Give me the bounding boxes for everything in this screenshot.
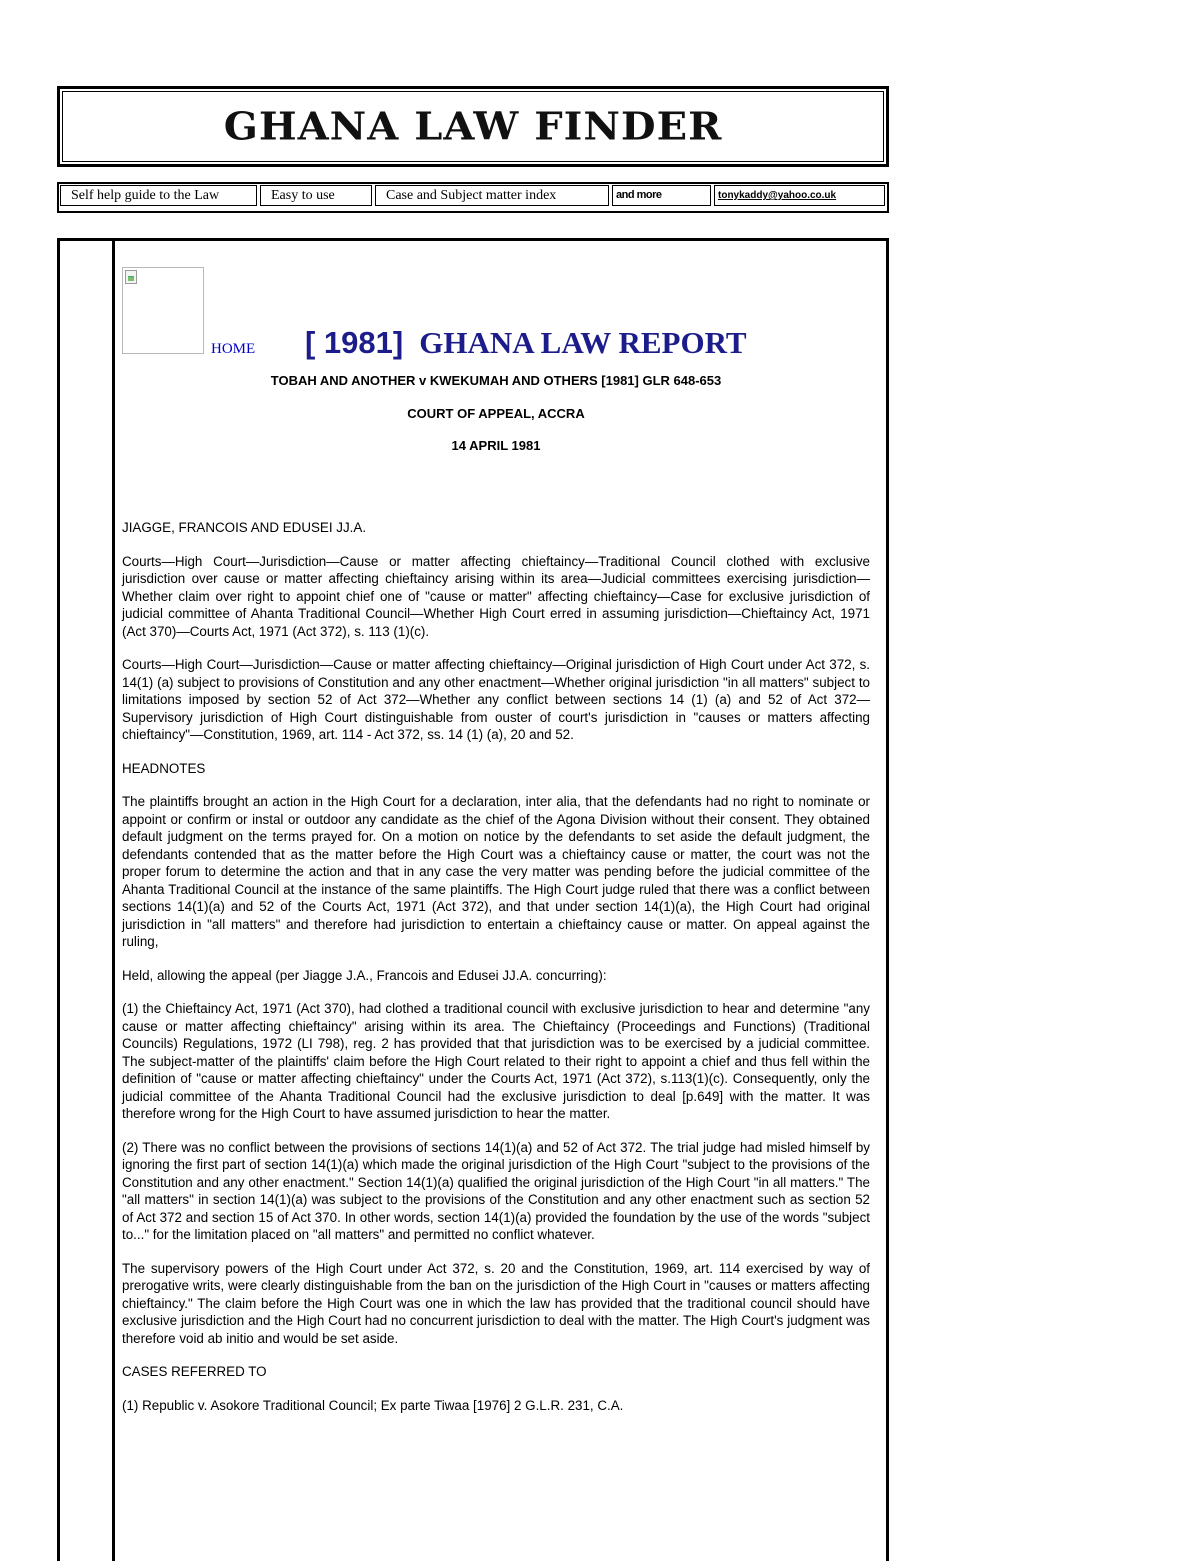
nav-item-case-index[interactable]: Case and Subject matter index (375, 185, 609, 206)
section-heading: CASES REFERRED TO (122, 1364, 267, 1379)
banner-inner-border (62, 91, 884, 162)
holding-paragraph: The supervisory powers of the High Court under Act 372, s. 20 and the Constitution, 1969, art. 114 exercised by way of prerogative writs, were clearly distinguishable from the ban on the jurisdiction of the High Court in "causes or matters affecting chieftaincy." The claim before the High Court was one in which the law has provided that the traditional council should have exclusive jurisdiction and the High Court had no concurrent jurisdiction to deal with the matter. The High Court's judgment was therefore void ab initio and would be set aside. (122, 1260, 870, 1346)
nav-item-email-link[interactable]: tonykaddy@yahoo.co.uk (714, 185, 885, 206)
court-name: COURT OF APPEAL, ACCRA (407, 406, 585, 421)
nav-item-and-more[interactable]: and more (612, 185, 711, 206)
holding-paragraph: (2) There was no conflict between the provisions of sections 14(1)(a) and 52 of Act 372. The trial judge had misled himself by ignoring the first part of section 14(1)(a) which made the original jurisdiction of the High Court "subject to the provisions of the Constitution and any other enactment." Section 14(1)(a) qualified the original jurisdiction of the High Court "in all matters." The "all matters" in section 14(1)(a) was subject to the provisions of the Constitution and any other enactment such as section 52 of Act 372 and section 15 of Act 370. In other words, section 14(1)(a) provided the foundation by the use of the words "subject to..." for the limitation placed on "all matters" and permitted no conflict whatever. (122, 1139, 870, 1242)
home-link[interactable]: HOME (211, 341, 256, 357)
case-title: TOBAH AND ANOTHER v KWEKUMAH AND OTHERS [1981] GLR 648-653 (270, 373, 722, 388)
judgment-date: 14 APRIL 1981 (451, 438, 541, 453)
report-year: [ 1981] (305, 325, 404, 360)
catchwords-paragraph: Courts—High Court—Jurisdiction—Cause or matter affecting chieftaincy—Traditional Council clothed with exclusive jurisdiction over cause or matter affecting chieftaincy arising within its area—Judicial committees exercising jurisdiction—Whether claim over right to appoint chief one of "cause or matter" affecting chieftaincy—Case for exclusive jurisdiction of judicial committee of Ahanta Traditional Council—Whether High Court erred in assuming jurisdiction—Chieftaincy Act, 1971 (Act 370)—Courts Act, 1971 (Act 372), s. 113 (1)(c). (122, 553, 870, 639)
held-paragraph: Held, allowing the appeal (per Jiagge J.A., Francois and Edusei JJ.A. concurring): (122, 967, 607, 983)
report-title-text: GHANA LAW REPORT (419, 325, 747, 360)
nav-item-self-help[interactable]: Self help guide to the Law (60, 185, 257, 206)
nav-item-easy-to-use[interactable]: Easy to use (260, 185, 372, 206)
case-reference: (1) Republic v. Asokore Traditional Council; Ex parte Tiwaa [1976] 2 G.L.R. 231, C.A. (122, 1397, 624, 1413)
report-title (305, 325, 747, 361)
broken-logo-image (122, 267, 204, 354)
headnote-paragraph: The plaintiffs brought an action in the High Court for a declaration, inter alia, that the defendants had no right to nominate or appoint or confirm or instal or outdoor any candidate as the chief of the Agona Division without their consent. They obtained default judgment on the terms prayed for. On a motion on notice by the defendants to set aside the default judgment, the defendants contended that as the matter before the High Court was a chieftaincy cause or matter, the court was not the proper forum to determine the action and that in any case the very matter was pending before the judicial committee of the Ahanta Traditional Council at the instance of the same plaintiffs. The High Court judge ruled that there was a conflict between sections 14(1)(a) and 52 of the Courts Act, 1971 (Act 372), and that under section 14(1)(a), the High Court had original jurisdiction in "all matters" and therefore had jurisdiction to entertain a chieftaincy cause or matter. On appeal against the ruling, (122, 794, 870, 949)
broken-image-icon (125, 270, 137, 284)
site-title: GHANA LAW FINDER (223, 104, 723, 149)
judges-line: JIAGGE, FRANCOIS AND EDUSEI JJ.A. (122, 520, 367, 535)
section-heading: HEADNOTES (122, 760, 206, 776)
holding-paragraph: (1) the Chieftaincy Act, 1971 (Act 370), had clothed a traditional council with exclusive jurisdiction to hear and determine "any cause or matter affecting chieftaincy" arising within its area. The Chieftaincy (Proceedings and Functions) (Traditional Councils) Regulations, 1972 (LI 798), reg. 2 has provided that that jurisdiction was to be exercised by a judicial committee. The subject-matter of the plaintiffs' claim before the High Court related to their right to appoint a chief and thus fell within the definition of "cause or matter affecting chieftaincy" under the Courts Act, 1971 (Act 372), s.113(1)(c). Consequently, only the judicial committee of the Ahanta Traditional Council had the exclusive jurisdiction to deal [p.649] with the matter. It was therefore wrong for the High Court to have assumed jurisdiction to hear the matter. (122, 1001, 870, 1121)
left-sidebar (60, 241, 115, 1561)
catchwords-paragraph: Courts—High Court—Jurisdiction—Cause or matter affecting chieftaincy—Original jurisdiction of High Court under Act 372, s. 14(1) (a) subject to provisions of Constitution and any other enactment—Whether original jurisdiction "in all matters" subject to limitations imposed by section 52 of Act 372—Whether any conflict between sections 14 (1) (a) and 52 of Act 372—Supervisory jurisdiction of High Court distinguishable from ouster of court's jurisdiction in "causes or matters affecting chieftaincy"—Constitution, 1969, art. 114 - Act 372, ss. 14 (1) (a), 20 and 52. (122, 657, 870, 742)
top-nav-bar (57, 182, 889, 213)
site-banner (57, 86, 889, 167)
content-frame (57, 238, 889, 1561)
report-body (122, 519, 870, 1430)
